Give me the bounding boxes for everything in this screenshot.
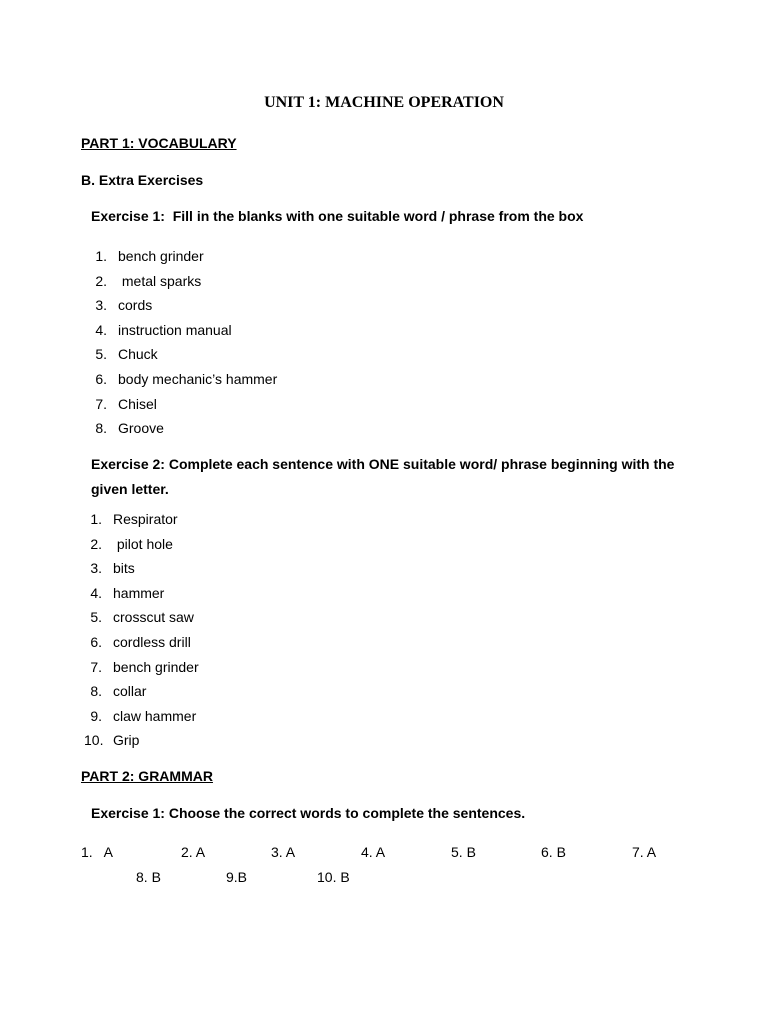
list-item-text: Respirator: [113, 511, 178, 527]
mc-answer: 10. B: [317, 869, 350, 885]
list-item-number: 2.: [90, 535, 102, 552]
list-item-text: cords: [118, 297, 153, 314]
list-item-number: 1.: [95, 248, 107, 264]
list-item: [84, 535, 199, 560]
mc-answer: 9.B: [226, 869, 248, 885]
vocab-exercise2-heading: Exercise 2: Complete each sentence with ONE suitable word/ phrase beginning with the given letter.: [91, 456, 679, 497]
list-item-number: 5.: [90, 609, 102, 626]
list-item-text: instruction manual: [118, 321, 232, 338]
list-item-number: 1.: [90, 511, 102, 527]
mc-answer: 1. A: [81, 844, 113, 860]
mc-answer: 6. B: [541, 844, 566, 860]
list-item-text: Groove: [118, 420, 164, 437]
list-item-text: Chisel: [118, 395, 157, 412]
list-item-number: 8.: [95, 420, 107, 437]
list-item-text: bits: [113, 560, 135, 577]
mc-answer: 5. B: [451, 844, 476, 860]
list-item-number: 10.: [84, 732, 104, 749]
list-item: [84, 608, 199, 633]
mc-answer: 2. A: [181, 844, 206, 860]
list-item-text: body mechanic’s hammer: [118, 370, 278, 387]
list-item: [84, 682, 199, 707]
list-item-text: metal sparks: [118, 272, 202, 289]
list-item: [90, 272, 277, 297]
list-item-number: 9.: [90, 707, 102, 724]
extra-exercises-heading: B. Extra Exercises: [81, 172, 204, 188]
vocab-exercise1-answer-list: [90, 247, 277, 444]
list-item-text: Chuck: [118, 346, 158, 363]
list-item: [84, 707, 199, 732]
list-item: [84, 633, 199, 658]
list-item-number: 2.: [95, 272, 107, 289]
grammar-exercise1-heading: Exercise 1: Choose the correct words to complete the sentences.: [91, 805, 526, 821]
list-item-number: 7.: [90, 658, 102, 675]
list-item: [90, 345, 277, 370]
list-item: [90, 321, 277, 346]
list-item: [84, 731, 199, 756]
page-title: UNIT 1: MACHINE OPERATION: [264, 94, 504, 111]
list-item: [90, 395, 277, 420]
list-item: [84, 584, 199, 609]
list-item-text: Grip: [113, 732, 140, 749]
list-item: [90, 296, 277, 321]
mc-answer: 7. A: [632, 844, 657, 860]
list-item-number: 4.: [90, 584, 102, 601]
vocab-exercise1-heading: Exercise 1: Fill in the blanks with one suitable word / phrase from the box: [91, 208, 584, 224]
list-item-number: 6.: [95, 370, 107, 387]
list-item: [90, 247, 277, 272]
list-item-text: cordless drill: [113, 633, 191, 650]
list-item-text: pilot hole: [113, 535, 173, 552]
list-item: [90, 370, 277, 395]
list-item-text: bench grinder: [118, 248, 204, 264]
list-item: [84, 559, 199, 584]
mc-answer: 3. A: [271, 844, 296, 860]
list-item-number: 3.: [95, 297, 107, 314]
part1-heading: PART 1: VOCABULARY: [81, 135, 237, 151]
list-item-text: claw hammer: [113, 707, 197, 724]
list-item-number: 3.: [90, 560, 102, 577]
list-item-text: collar: [113, 683, 147, 700]
list-item-number: 6.: [90, 633, 102, 650]
list-item-number: 5.: [95, 346, 107, 363]
list-item: [84, 510, 199, 535]
mc-answer: 8. B: [136, 869, 161, 885]
mc-answer: 4. A: [361, 844, 386, 860]
list-item: [90, 419, 277, 444]
list-item-text: hammer: [113, 584, 165, 601]
list-item-text: bench grinder: [113, 658, 199, 675]
part2-heading: PART 2: GRAMMAR: [81, 768, 213, 784]
list-item-number: 4.: [95, 321, 107, 338]
list-item-text: crosscut saw: [113, 609, 194, 626]
list-item: [84, 658, 199, 683]
vocab-exercise2-answer-list: [84, 510, 199, 756]
list-item-number: 8.: [90, 683, 102, 700]
list-item-number: 7.: [95, 395, 107, 412]
